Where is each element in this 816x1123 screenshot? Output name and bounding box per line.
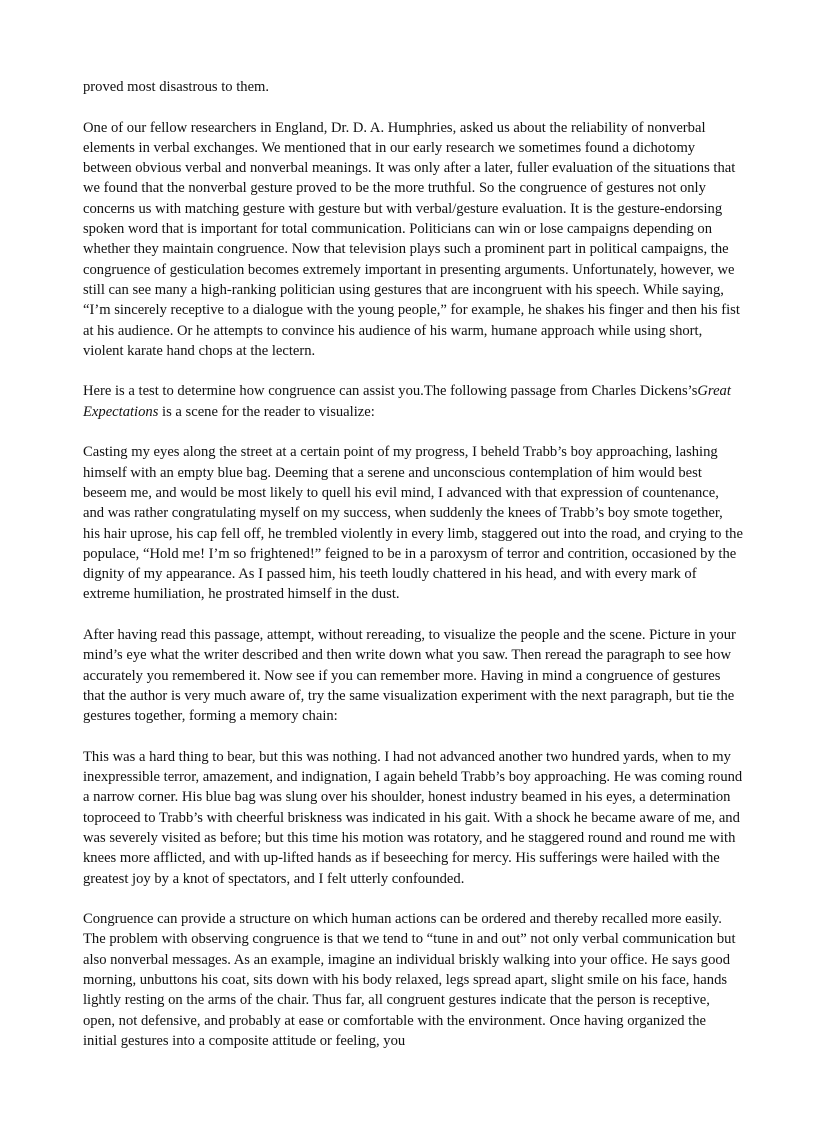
paragraph-4: Casting my eyes along the street at a certain point of my progress, I beheld Trabb’s boy approaching, lashing himself with an empty blue bag. Deeming that a serene and unconscious contemplation of him would best beseem me, and would be most likely to quell his evil mind, I advanced with that expression of countenance, and was rather congratulating myself on my success, when suddenly the knees of Trabb’s boy smote together, his hair uprose, his cap fell off, he trembled violently in every limb, staggered out into the road, and crying to the populace, “Hold me! I’m so frightened!” feigned to be in a paroxysm of terror and contrition, occasioned by the dignity of my appearance. As I passed him, his teeth loudly chattered in his head, and with every mark of extreme humiliation, he prostrated himself in the dust. [83,444,743,603]
paragraph-3 [83,381,743,422]
paragraph-1: proved most disastrous to them. [83,79,270,95]
paragraph-3-after: is a scene for the reader to visualize: [158,403,375,420]
paragraph-7: Congruence can provide a structure on which human actions can be ordered and thereby recalled more easily. The problem with observing congruence is that we tend to “tune in and out” not only verbal communication but also nonverbal messages. As an example, imagine an individual briskly walking into your office. He says good morning, unbuttons his coat, sits down with his body relaxed, legs spread apart, slight smile on his face, hands lightly resting on the arms of the chair. Thus far, all congruent gestures indicate that the person is receptive, open, not defensive, and probably at ease or comfortable with the environment. Once having organized the initial gestures into a composite attitude or feeling, you [83,911,736,1049]
paragraph-2: One of our fellow researchers in England, Dr. D. A. Humphries, asked us about the reliability of nonverbal elements in verbal exchanges. We mentioned that in our early research we sometimes found a dichotomy between obvious verbal and nonverbal meanings. It was only after a later, fuller evaluation of the situations that we found that the nonverbal gesture proved to be the more truthful. So the congruence of gestures not only concerns us with matching gesture with gesture but with verbal/gesture evaluation. It is the gesture-endorsing spoken word that is important for total communication. Politicians can win or lose campaigns depending on whether they maintain congruence. Now that television plays such a prominent part in political campaigns, the congruence of gesticulation becomes extremely important in presenting arguments. Unfortunately, however, we still can see many a high-ranking politician using gestures that are incongruent with his speech. While saying, “I’m sincerely receptive to a dialogue with the young people,” for example, he shakes his finger and then his fist at his audience. Or he attempts to convince his audience of his warm, humane approach while using short, violent karate hand chops at the lectern. [83,119,740,359]
book-title: Great Expectations [83,383,731,420]
document-page [83,77,743,1072]
paragraph-6: This was a hard thing to bear, but this was nothing. I had not advanced another two hundred yards, when to my inexpressible terror, amazement, and indignation, I again beheld Trabb’s boy approaching. He was coming round a narrow corner. His blue bag was slung over his shoulder, honest industry beamed in his eyes, a determination toproceed to Trabb’s with cheerful briskness was indicated in his gait. With a shock he became aware of me, and was severely visited as before; but this time his motion was rotatory, and he staggered round and round me with knees more afflicted, and with up-lifted hands as if beseeching for mercy. His sufferings were hailed with the greatest joy by a knot of spectators, and I felt utterly confounded. [83,748,743,887]
paragraph-3-before: Here is a test to determine how congruence can assist you.The following passage from Charles Dickens’s [83,383,698,400]
paragraph-5: After having read this passage, attempt, without rereading, to visualize the people and the scene. Picture in your mind’s eye what the writer described and then write down what you saw. Then reread the paragraph to see how accurately you remembered it. Now see if you can remember more. Having in mind a congruence of gestures that the author is very much aware of, try the same visualization experiment with the next paragraph, but tie the gestures together, forming a memory chain: [83,627,736,725]
